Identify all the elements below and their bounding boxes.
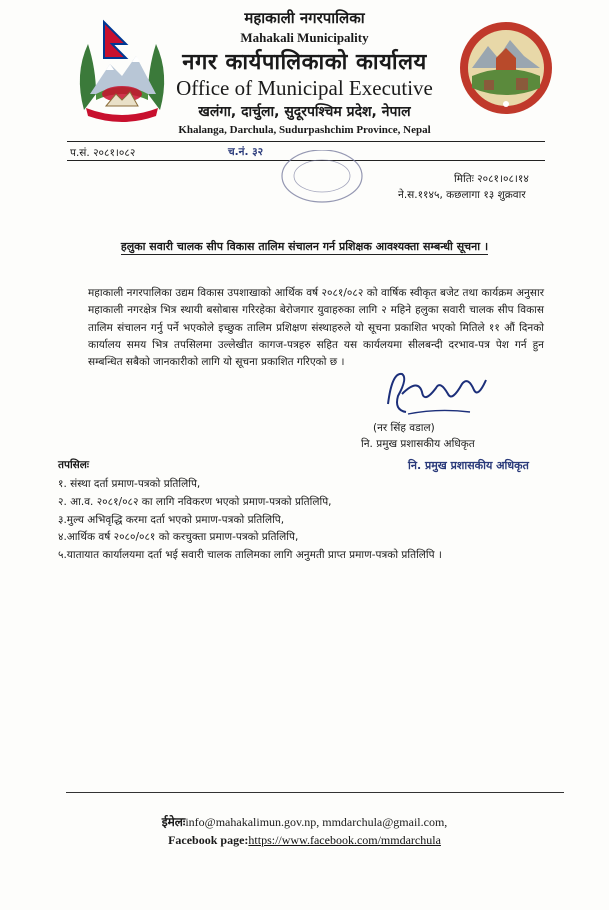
list-item: ४.आर्थिक वर्ष २०८०/०८१ को करचुक्ता प्रमाण-पत्रको प्रतिलिपि, [58,531,299,544]
notice-body: महाकाली नगरपालिका उद्यम विकास उपशाखाको आर्थिक वर्ष २०८१/०८२ को वार्षिक स्वीकृत बजेट तथा कार्यक्रम अनुसार महाकाली नगरक्षेत्र भित्र स्थायी बसोबास गरिरहेका बेरोजगार युवाहरुका लागि २ महिने हलुका सवारी चालक सीप विकास तालिम संचालन गर्नु पर्ने भएकोले इच्छुक तालिम प्रशिक्षण संस्थाहरुले यो सूचना प्रकाशित भएको मितिले ११ औं दिनको कार्यालय समय भित्र तपसिलमा उल्लेखीत कागज-पत्रहरु सहित यस कार्यलयमा सीलबन्दी दरभाव-पत्र पेश गर्न हुन सम्बन्धित सबैको जानकारीको लागि यो सूचना प्रकाशित गरिएको छ । [88,287,544,369]
footer-divider [66,792,564,793]
list-item: २. आ.व. २०८१/०८२ का लागि नविकरण भएको प्रमाण-पत्रको प्रतिलिपि, [58,495,332,508]
municipality-name-en: Mahakali Municipality [240,30,369,45]
dispatch-number: च.नं. ३२ [228,146,264,158]
office-name-en: Office of Municipal Executive [176,76,433,100]
annex-title: तपसिलः [58,459,90,471]
municipality-name-np: महाकाली नगरपालिका [244,9,365,27]
list-item: १. संस्था दर्ता प्रमाण-पत्रको प्रतिलिपि, [58,478,201,490]
footer-email [0,813,609,830]
header-divider-top [67,141,545,142]
signatory-title: नि. प्रमुख प्रशासकीय अधिकृत [361,438,475,450]
annex-list [58,476,442,565]
footer-facebook [0,833,609,848]
reference-number: प.सं. २०८१।०८२ [70,147,136,159]
notice-subject: हलुका सवारी चालक सीप विकास तालिम संचालन गर्न प्रशिक्षक आवश्यक्ता सम्बन्धी सूचना । [120,240,489,253]
address-en: Khalanga, Darchula, Sudurpashchim Province, Nepal [178,124,431,136]
facebook-link[interactable]: https://www.facebook.com/mmdarchula [248,833,441,847]
list-item: ५.यातायात कार्यालयमा दर्ता भई सवारी चालक तालिमका लागि अनुमती प्राप्त प्रमाण-पत्रको प्रतिलिपि । [58,549,442,562]
office-stamp-icon [277,150,367,208]
letter-date: मितिः २०८१।०८।१४ [454,173,529,185]
list-item: ३.मुल्य अभिवृद्धि करमा दर्ता भएको प्रमाण-पत्रको प्रतिलिपि, [58,513,285,526]
designation-stamp: नि. प्रमुख प्रशासकीय अधिकृत [408,459,529,472]
signatory-name: (नर सिंह वडाल) [373,422,435,434]
facebook-label: Facebook page: [168,833,249,847]
email-label: ईमेलः [161,815,186,829]
address-np: खलंगा, दार्चुला, सुदूरपश्चिम प्रदेश, नेपाल [198,104,411,120]
email-addresses[interactable]: info@mahakalimun.gov.np, mmdarchula@gmail.com, [185,815,448,829]
office-name-np: नगर कार्यपालिकाको कार्यालय [182,50,427,75]
handwritten-signature [378,366,498,420]
nepal-sambat-date: ने.स.११४५, कछलागा १३ शुक्रवार [398,189,526,201]
